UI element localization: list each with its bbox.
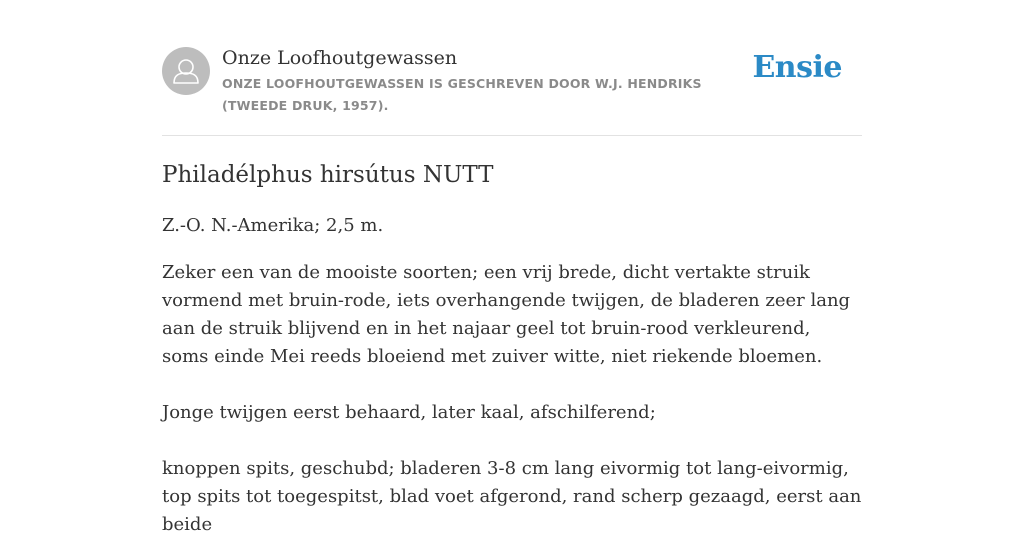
book-title[interactable]: Onze Loofhoutgewassen xyxy=(222,47,458,69)
entry-meta: Z.-O. N.-Amerika; 2,5 m. xyxy=(162,215,384,236)
entry-title: Philadélphus hirsútus NUTT xyxy=(162,162,494,188)
book-header xyxy=(162,44,862,134)
paragraph: knoppen spits, geschubd; bladeren 3-8 cm lang eivormig tot lang-eivormig, top spits tot toegespitst, blad voet afgerond, rand scherp gezaagd, eerst aan beide xyxy=(162,458,862,535)
article-body xyxy=(162,158,862,539)
book-description: ONZE LOOFHOUTGEWASSEN IS GESCHREVEN DOOR W.J. HENDRIKS (TWEEDE DRUK, 1957). xyxy=(222,76,702,113)
user-silhouette-icon[interactable] xyxy=(162,47,210,95)
paragraph: Jonge twijgen eerst behaard, later kaal, afschilferend; xyxy=(162,402,656,423)
ensie-logo[interactable]: Ensie xyxy=(752,50,842,85)
paragraph: Zeker een van de mooiste soorten; een vrij brede, dicht vertakte struik vormend met bruin-rode, iets overhangende twijgen, de bladeren zeer lang aan de struik blijvend en in het najaar geel tot bruin-rood verkleurend, soms einde Mei reeds bloeiend met zuiver witte, niet riekende bloemen. xyxy=(162,262,851,367)
header-divider xyxy=(162,135,862,136)
book-info xyxy=(222,44,752,117)
